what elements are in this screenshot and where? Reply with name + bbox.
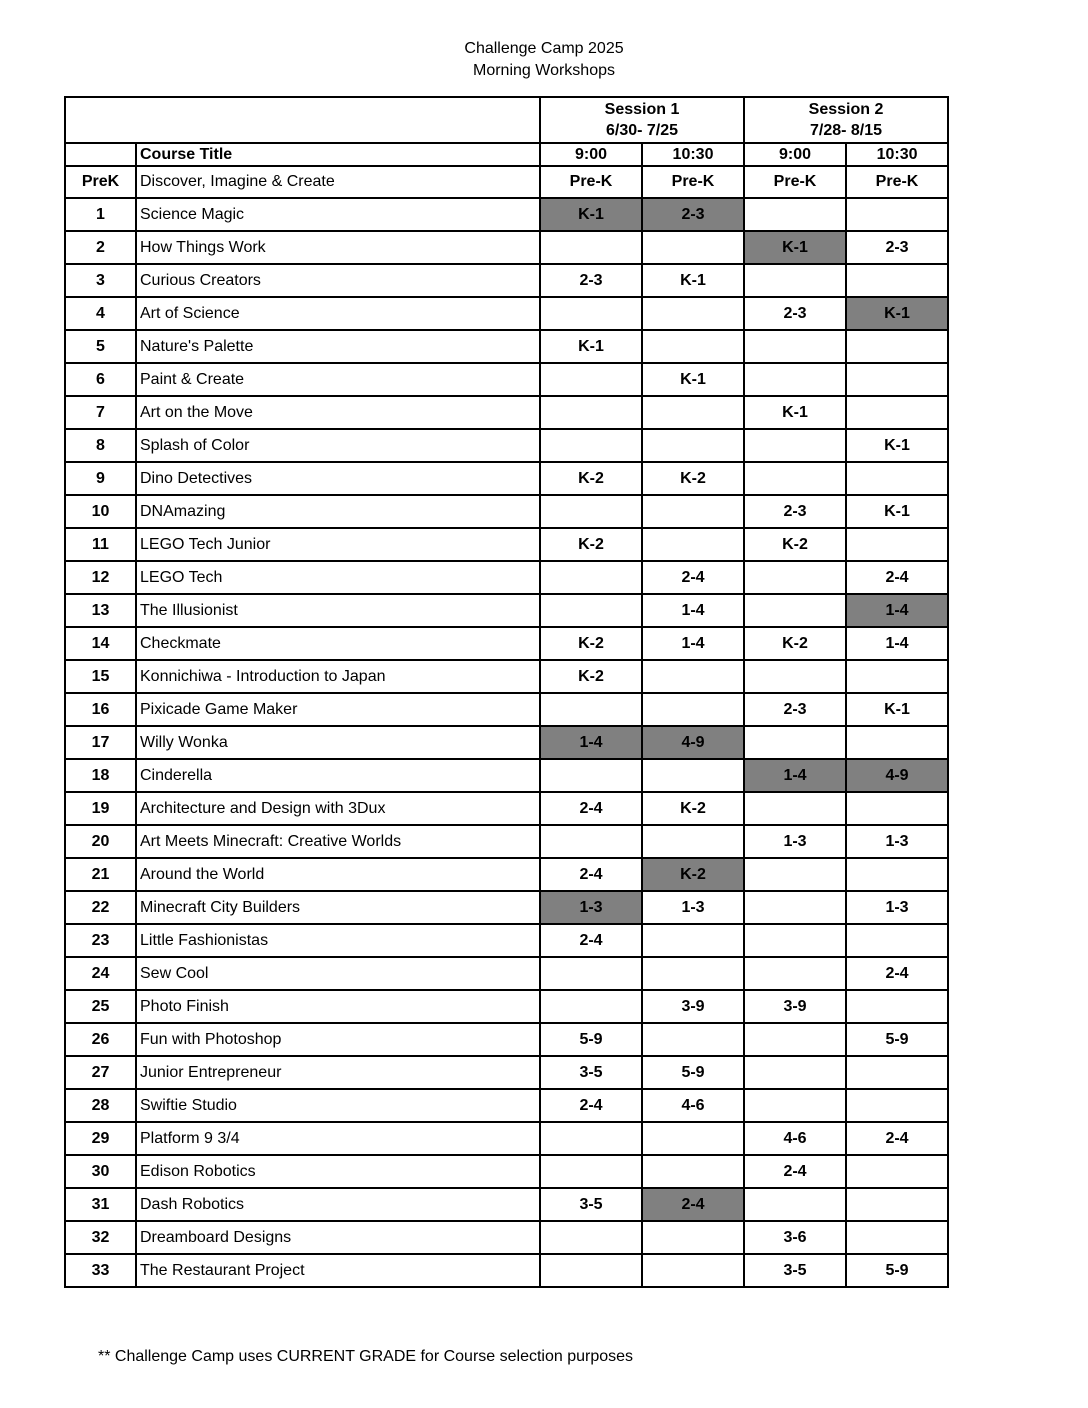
grade-cell bbox=[540, 759, 642, 792]
course-title: Art Meets Minecraft: Creative Worlds bbox=[136, 825, 540, 858]
row-number: 13 bbox=[65, 594, 136, 627]
grade-cell: 1-3 bbox=[846, 825, 948, 858]
grade-cell bbox=[846, 792, 948, 825]
grade-cell: 1-3 bbox=[642, 891, 744, 924]
grade-cell bbox=[744, 429, 846, 462]
time-header-row bbox=[65, 143, 948, 166]
row-number: 17 bbox=[65, 726, 136, 759]
course-title: Around the World bbox=[136, 858, 540, 891]
table-row bbox=[65, 231, 948, 264]
session-header-row bbox=[65, 97, 948, 143]
footnote: ** Challenge Camp uses CURRENT GRADE for Course selection purposes bbox=[98, 1348, 634, 1365]
table-row bbox=[65, 1221, 948, 1254]
course-title: LEGO Tech bbox=[136, 561, 540, 594]
grade-cell bbox=[744, 1188, 846, 1221]
grade-cell bbox=[540, 957, 642, 990]
grade-cell bbox=[846, 396, 948, 429]
row-number: 9 bbox=[65, 462, 136, 495]
grade-cell bbox=[744, 264, 846, 297]
grade-cell bbox=[540, 396, 642, 429]
grade-cell: K-2 bbox=[744, 528, 846, 561]
grade-cell bbox=[642, 330, 744, 363]
grade-cell: K-1 bbox=[642, 363, 744, 396]
grade-cell bbox=[540, 1221, 642, 1254]
grade-cell bbox=[540, 495, 642, 528]
time-header: 10:30 bbox=[642, 143, 744, 166]
grade-cell: Pre-K bbox=[540, 166, 642, 198]
table-row bbox=[65, 957, 948, 990]
grade-cell: 2-4 bbox=[744, 1155, 846, 1188]
grade-cell: 4-9 bbox=[846, 759, 948, 792]
table-row bbox=[65, 924, 948, 957]
row-number: 19 bbox=[65, 792, 136, 825]
table-row bbox=[65, 1188, 948, 1221]
grade-cell bbox=[642, 924, 744, 957]
course-title: Swiftie Studio bbox=[136, 1089, 540, 1122]
grade-cell: 2-4 bbox=[540, 1089, 642, 1122]
table-row bbox=[65, 1023, 948, 1056]
row-number: 29 bbox=[65, 1122, 136, 1155]
grade-cell: 1-3 bbox=[540, 891, 642, 924]
grade-cell: 2-4 bbox=[540, 792, 642, 825]
grade-cell: 2-4 bbox=[540, 924, 642, 957]
table-row bbox=[65, 660, 948, 693]
grade-cell: 2-3 bbox=[642, 198, 744, 231]
table-row bbox=[65, 1089, 948, 1122]
grade-cell: 4-9 bbox=[642, 726, 744, 759]
table-row bbox=[65, 858, 948, 891]
course-title: Minecraft City Builders bbox=[136, 891, 540, 924]
course-title: LEGO Tech Junior bbox=[136, 528, 540, 561]
table-row bbox=[65, 1056, 948, 1089]
grade-cell: 3-6 bbox=[744, 1221, 846, 1254]
grade-cell: K-2 bbox=[642, 462, 744, 495]
course-title: Science Magic bbox=[136, 198, 540, 231]
page-title: Challenge Camp 2025 bbox=[464, 40, 624, 57]
session-2-name: Session 2 bbox=[808, 101, 884, 118]
grade-cell: 4-6 bbox=[744, 1122, 846, 1155]
grade-cell: 3-5 bbox=[744, 1254, 846, 1287]
grade-cell bbox=[846, 990, 948, 1023]
grade-cell: 1-3 bbox=[846, 891, 948, 924]
course-title: Architecture and Design with 3Dux bbox=[136, 792, 540, 825]
grade-cell bbox=[642, 1122, 744, 1155]
course-title: Paint & Create bbox=[136, 363, 540, 396]
grade-cell: K-2 bbox=[540, 660, 642, 693]
course-title-header: Course Title bbox=[136, 143, 540, 166]
grade-cell: 3-9 bbox=[744, 990, 846, 1023]
time-header: 9:00 bbox=[744, 143, 846, 166]
course-title: Nature's Palette bbox=[136, 330, 540, 363]
course-title: Cinderella bbox=[136, 759, 540, 792]
grade-cell: 2-3 bbox=[540, 264, 642, 297]
grade-cell bbox=[642, 429, 744, 462]
grade-cell bbox=[744, 561, 846, 594]
grade-cell: 2-4 bbox=[846, 957, 948, 990]
grade-cell bbox=[540, 297, 642, 330]
grade-cell bbox=[846, 330, 948, 363]
grade-cell bbox=[540, 429, 642, 462]
time-header: 10:30 bbox=[846, 143, 948, 166]
grade-cell bbox=[744, 1089, 846, 1122]
table-row bbox=[65, 198, 948, 231]
time-header: 9:00 bbox=[540, 143, 642, 166]
row-number: 24 bbox=[65, 957, 136, 990]
grade-cell bbox=[846, 198, 948, 231]
grade-cell bbox=[744, 330, 846, 363]
grade-cell bbox=[846, 1155, 948, 1188]
grade-cell bbox=[642, 957, 744, 990]
course-title: Discover, Imagine & Create bbox=[136, 166, 540, 198]
session-2-header bbox=[744, 97, 948, 143]
row-number: PreK bbox=[65, 166, 136, 198]
table-row bbox=[65, 462, 948, 495]
course-title: Photo Finish bbox=[136, 990, 540, 1023]
row-number: 25 bbox=[65, 990, 136, 1023]
row-number: 8 bbox=[65, 429, 136, 462]
row-number: 5 bbox=[65, 330, 136, 363]
row-number: 20 bbox=[65, 825, 136, 858]
course-title: Checkmate bbox=[136, 627, 540, 660]
row-number: 31 bbox=[65, 1188, 136, 1221]
grade-cell: 3-5 bbox=[540, 1056, 642, 1089]
course-title: The Restaurant Project bbox=[136, 1254, 540, 1287]
grade-cell bbox=[642, 660, 744, 693]
grade-cell: 3-5 bbox=[540, 1188, 642, 1221]
course-title: Pixicade Game Maker bbox=[136, 693, 540, 726]
grade-cell: 5-9 bbox=[540, 1023, 642, 1056]
row-number: 6 bbox=[65, 363, 136, 396]
session-1-header bbox=[540, 97, 744, 143]
course-title: Dino Detectives bbox=[136, 462, 540, 495]
row-number: 28 bbox=[65, 1089, 136, 1122]
course-title: DNAmazing bbox=[136, 495, 540, 528]
grade-cell bbox=[744, 1056, 846, 1089]
grade-cell bbox=[642, 297, 744, 330]
grade-cell bbox=[642, 396, 744, 429]
course-title: Edison Robotics bbox=[136, 1155, 540, 1188]
grade-cell: K-1 bbox=[846, 495, 948, 528]
row-number: 32 bbox=[65, 1221, 136, 1254]
grade-cell: 2-4 bbox=[642, 561, 744, 594]
course-title: Platform 9 3/4 bbox=[136, 1122, 540, 1155]
course-title: Junior Entrepreneur bbox=[136, 1056, 540, 1089]
grade-cell bbox=[846, 1221, 948, 1254]
grade-cell bbox=[642, 1221, 744, 1254]
grade-cell: 1-4 bbox=[744, 759, 846, 792]
grade-cell: K-1 bbox=[642, 264, 744, 297]
grade-cell bbox=[642, 1155, 744, 1188]
table-row bbox=[65, 726, 948, 759]
row-number: 18 bbox=[65, 759, 136, 792]
grade-cell bbox=[846, 1089, 948, 1122]
grade-cell bbox=[846, 462, 948, 495]
row-number: 1 bbox=[65, 198, 136, 231]
row-number: 16 bbox=[65, 693, 136, 726]
grade-cell bbox=[642, 231, 744, 264]
grade-cell: 5-9 bbox=[846, 1254, 948, 1287]
table-row bbox=[65, 1254, 948, 1287]
grade-cell bbox=[744, 891, 846, 924]
row-number: 22 bbox=[65, 891, 136, 924]
grade-cell: 2-3 bbox=[744, 495, 846, 528]
row-number: 3 bbox=[65, 264, 136, 297]
grade-cell bbox=[846, 924, 948, 957]
grade-cell: 2-3 bbox=[744, 693, 846, 726]
grade-cell bbox=[642, 1254, 744, 1287]
table-row bbox=[65, 363, 948, 396]
grade-cell: 4-6 bbox=[642, 1089, 744, 1122]
grade-cell: 1-4 bbox=[540, 726, 642, 759]
num-header-cell bbox=[65, 143, 136, 166]
grade-cell: 1-4 bbox=[642, 594, 744, 627]
row-number: 26 bbox=[65, 1023, 136, 1056]
grade-cell: 1-4 bbox=[642, 627, 744, 660]
row-number: 7 bbox=[65, 396, 136, 429]
grade-cell bbox=[846, 528, 948, 561]
grade-cell bbox=[642, 693, 744, 726]
grade-cell bbox=[744, 1023, 846, 1056]
grade-cell bbox=[744, 957, 846, 990]
table-row bbox=[65, 528, 948, 561]
row-number: 11 bbox=[65, 528, 136, 561]
course-title: Fun with Photoshop bbox=[136, 1023, 540, 1056]
grade-cell: K-1 bbox=[744, 231, 846, 264]
grade-cell: 2-4 bbox=[846, 561, 948, 594]
table-row bbox=[65, 693, 948, 726]
grade-cell bbox=[540, 825, 642, 858]
grade-cell bbox=[744, 726, 846, 759]
grade-cell: K-2 bbox=[744, 627, 846, 660]
grade-cell: Pre-K bbox=[642, 166, 744, 198]
row-number: 27 bbox=[65, 1056, 136, 1089]
grade-cell: 1-4 bbox=[846, 627, 948, 660]
grade-cell bbox=[744, 363, 846, 396]
course-title: Dash Robotics bbox=[136, 1188, 540, 1221]
grade-cell: 2-3 bbox=[744, 297, 846, 330]
table-row bbox=[65, 1155, 948, 1188]
grade-cell: Pre-K bbox=[744, 166, 846, 198]
grade-cell bbox=[540, 363, 642, 396]
grade-cell: K-1 bbox=[846, 297, 948, 330]
grade-cell: 1-4 bbox=[846, 594, 948, 627]
course-title: Curious Creators bbox=[136, 264, 540, 297]
table-row bbox=[65, 429, 948, 462]
prek-row bbox=[65, 166, 948, 198]
header-blank-cell bbox=[65, 97, 540, 143]
table-row bbox=[65, 1122, 948, 1155]
session-2-dates: 7/28- 8/15 bbox=[809, 122, 883, 139]
grade-cell: K-1 bbox=[744, 396, 846, 429]
table-row bbox=[65, 825, 948, 858]
grade-cell bbox=[540, 693, 642, 726]
course-title: Sew Cool bbox=[136, 957, 540, 990]
grade-cell: Pre-K bbox=[846, 166, 948, 198]
grade-cell: 2-3 bbox=[846, 231, 948, 264]
course-title: Konnichiwa - Introduction to Japan bbox=[136, 660, 540, 693]
grade-cell bbox=[744, 462, 846, 495]
grade-cell bbox=[744, 594, 846, 627]
grade-cell bbox=[744, 792, 846, 825]
grade-cell bbox=[540, 1254, 642, 1287]
row-number: 14 bbox=[65, 627, 136, 660]
grade-cell bbox=[642, 495, 744, 528]
grade-cell: 5-9 bbox=[846, 1023, 948, 1056]
table-row bbox=[65, 627, 948, 660]
grade-cell bbox=[540, 231, 642, 264]
row-number: 4 bbox=[65, 297, 136, 330]
grade-cell bbox=[744, 858, 846, 891]
table-row bbox=[65, 759, 948, 792]
grade-cell: K-2 bbox=[642, 792, 744, 825]
row-number: 23 bbox=[65, 924, 136, 957]
course-title: Art on the Move bbox=[136, 396, 540, 429]
grade-cell: K-2 bbox=[540, 528, 642, 561]
table-row bbox=[65, 792, 948, 825]
grade-cell bbox=[540, 1155, 642, 1188]
grade-cell: K-1 bbox=[846, 693, 948, 726]
grade-cell bbox=[744, 924, 846, 957]
course-title: Willy Wonka bbox=[136, 726, 540, 759]
grade-cell: 3-9 bbox=[642, 990, 744, 1023]
grade-cell bbox=[846, 726, 948, 759]
grade-cell bbox=[744, 660, 846, 693]
grade-cell: K-1 bbox=[540, 330, 642, 363]
table-row bbox=[65, 396, 948, 429]
workshop-schedule-table bbox=[64, 96, 949, 1288]
grade-cell bbox=[846, 1188, 948, 1221]
table-row bbox=[65, 297, 948, 330]
course-title: The Illusionist bbox=[136, 594, 540, 627]
table-row bbox=[65, 594, 948, 627]
table-row bbox=[65, 891, 948, 924]
table-row bbox=[65, 990, 948, 1023]
grade-cell bbox=[846, 363, 948, 396]
table-row bbox=[65, 330, 948, 363]
grade-cell: 1-3 bbox=[744, 825, 846, 858]
row-number: 12 bbox=[65, 561, 136, 594]
course-title: Splash of Color bbox=[136, 429, 540, 462]
grade-cell: K-2 bbox=[540, 462, 642, 495]
course-title: Little Fashionistas bbox=[136, 924, 540, 957]
session-1-dates: 6/30- 7/25 bbox=[605, 122, 679, 139]
row-number: 15 bbox=[65, 660, 136, 693]
course-title: Art of Science bbox=[136, 297, 540, 330]
grade-cell: K-1 bbox=[846, 429, 948, 462]
grade-cell: K-1 bbox=[540, 198, 642, 231]
grade-cell bbox=[540, 1122, 642, 1155]
grade-cell bbox=[540, 561, 642, 594]
grade-cell: 5-9 bbox=[642, 1056, 744, 1089]
table-row bbox=[65, 495, 948, 528]
page-subtitle: Morning Workshops bbox=[473, 62, 615, 79]
row-number: 2 bbox=[65, 231, 136, 264]
grade-cell bbox=[846, 660, 948, 693]
grade-cell: 2-4 bbox=[642, 1188, 744, 1221]
grade-cell bbox=[642, 759, 744, 792]
grade-cell: K-2 bbox=[642, 858, 744, 891]
table-row bbox=[65, 264, 948, 297]
row-number: 33 bbox=[65, 1254, 136, 1287]
grade-cell: K-2 bbox=[540, 627, 642, 660]
course-title: Dreamboard Designs bbox=[136, 1221, 540, 1254]
session-1-name: Session 1 bbox=[604, 101, 680, 118]
grade-cell: 2-4 bbox=[540, 858, 642, 891]
course-title: How Things Work bbox=[136, 231, 540, 264]
grade-cell bbox=[846, 1056, 948, 1089]
row-number: 10 bbox=[65, 495, 136, 528]
table-row bbox=[65, 561, 948, 594]
grade-cell bbox=[540, 594, 642, 627]
grade-cell bbox=[642, 528, 744, 561]
row-number: 30 bbox=[65, 1155, 136, 1188]
grade-cell bbox=[846, 264, 948, 297]
row-number: 21 bbox=[65, 858, 136, 891]
grade-cell bbox=[642, 1023, 744, 1056]
grade-cell bbox=[642, 825, 744, 858]
grade-cell: 2-4 bbox=[846, 1122, 948, 1155]
grade-cell bbox=[744, 198, 846, 231]
grade-cell bbox=[846, 858, 948, 891]
grade-cell bbox=[540, 990, 642, 1023]
